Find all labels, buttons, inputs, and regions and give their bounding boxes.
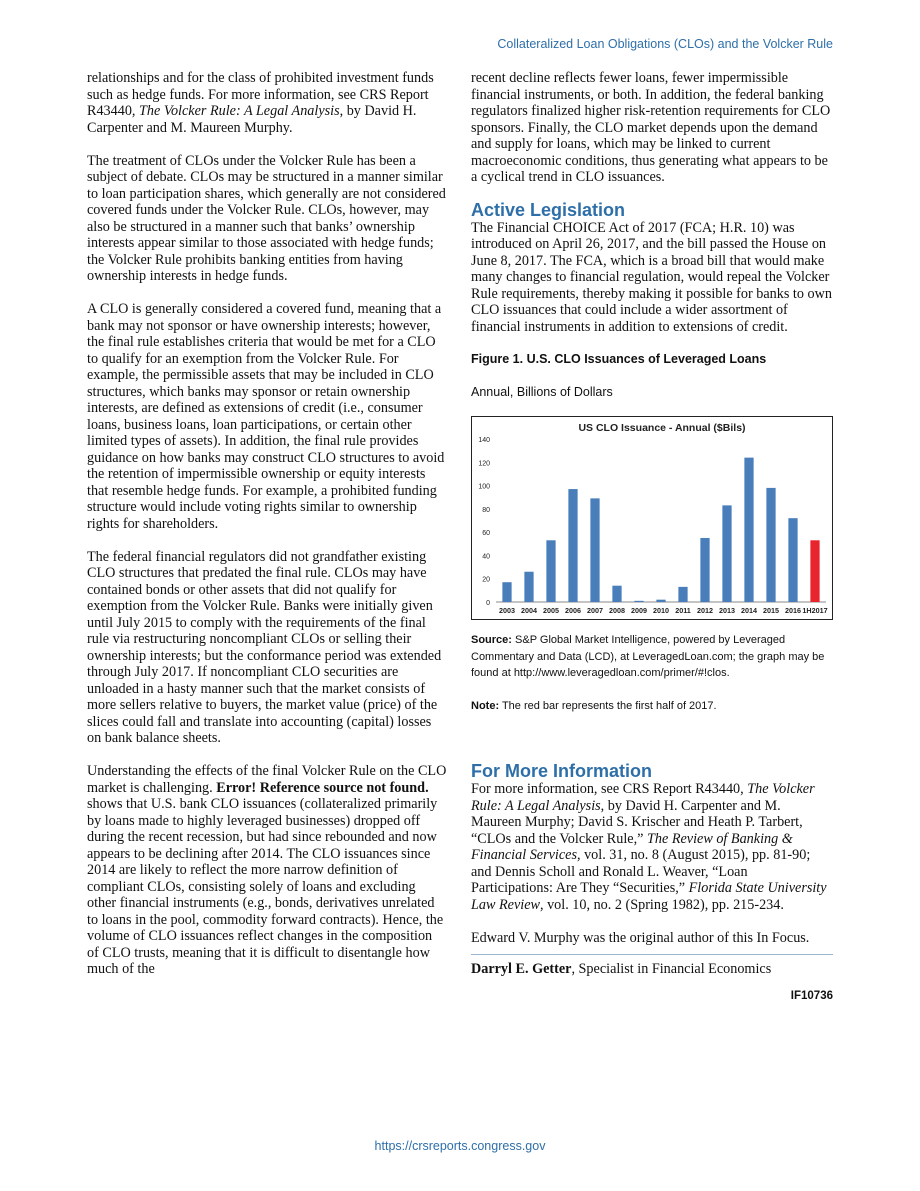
paragraph: The treatment of CLOs under the Volcker Rule has been a subject of debate. CLOs may be structured in a manner similar to loan participation shares, which generally are not considered covered funds under the Volcker Rule. CLOs, however, may also be structured in a manner such that banks’ ownership interests appear similar to those associated with hedge funds; the Volcker Rule prohibits banking entities from having ownership interests in hedge funds. bbox=[87, 152, 446, 284]
x-tick-label: 2005 bbox=[543, 606, 559, 615]
x-tick-label: 2004 bbox=[521, 606, 537, 615]
figure-subtitle: Annual, Billions of Dollars bbox=[471, 384, 613, 399]
x-tick-label: 2007 bbox=[587, 606, 603, 615]
bar-2013 bbox=[722, 505, 731, 602]
y-tick-label: 20 bbox=[482, 576, 490, 584]
bar-2012 bbox=[700, 538, 709, 602]
running-header: Collateralized Loan Obligations (CLOs) and the Volcker Rule bbox=[497, 37, 833, 51]
footer-link[interactable]: https://crsreports.congress.gov bbox=[374, 1139, 546, 1153]
paragraph: For more information, see CRS Report R43440, The Volcker Rule: A Legal Analysis, by David H. Carpenter and M. Maureen Murphy; David S. Krischer and Heath P. Tarbert, “CLOs and the Volcker Rule,” The Review of Banking & Financial Services, vol. 31, no. 8 (August 2015), pp. 81-90; and Dennis Scholl and Ronald L. Weaver, “Loan Participations: Are They “Securities,” Florida State University Law Review, vol. 10, no. 2 (Spring 1982), pp. 215-234. bbox=[471, 781, 827, 913]
x-tick-label: 2009 bbox=[631, 606, 647, 615]
figure-source: Source: S&P Global Market Intelligence, powered by Leveraged Commentary and Data (LCD), at LeveragedLoan.com; the graph may be found at http://www.leveragedloan.com/primer/#!clos. bbox=[471, 634, 825, 679]
figure-title: Figure 1. U.S. CLO Issuances of Leveraged Loans bbox=[471, 352, 767, 366]
paragraph: Understanding the effects of the final Volcker Rule on the CLO market is challenging. Error! Reference source not found. shows that U.S. bank CLO issuances (collateralized primarily by loans made to highly leveraged businesses) dropped off during the recent recession, but had since rebounded and now appears to be declining after 2014. The CLO issuances since 2014 are likely to reflect the more narrow definition of compliant CLOs, consisting solely of loans and excluding other financial instruments (e.g., bonds, derivatives unrelated to loans in the pool, commodity forward contracts). Hence, the volume of CLO issuances reflect changes in the composition of CLO trusts, meaning that it is difficult to disentangle how much of the bbox=[87, 763, 447, 977]
section-heading-more-info: For More Information bbox=[471, 761, 652, 781]
x-tick-label: 2013 bbox=[719, 606, 735, 615]
bar-2009 bbox=[634, 601, 643, 602]
x-tick-label: 2011 bbox=[675, 606, 691, 615]
y-tick-label: 40 bbox=[482, 553, 490, 561]
bar-2015 bbox=[766, 488, 775, 602]
x-tick-label: 2014 bbox=[741, 606, 757, 615]
right-column bbox=[471, 70, 833, 1004]
x-tick-label: 2016 bbox=[785, 606, 801, 615]
y-tick-label: 100 bbox=[478, 483, 490, 491]
broken-reference: Error! Reference source not found. bbox=[216, 779, 429, 796]
y-tick-label: 0 bbox=[486, 600, 490, 607]
bar-chart bbox=[472, 417, 832, 619]
chart-title: US CLO Issuance - Annual ($Bils) bbox=[578, 422, 746, 434]
bar-2007 bbox=[590, 498, 599, 602]
y-tick-label: 80 bbox=[482, 506, 490, 514]
bar-2016 bbox=[788, 518, 797, 602]
bar-2004 bbox=[524, 572, 533, 602]
bar-2008 bbox=[612, 586, 621, 602]
x-tick-label: 2010 bbox=[653, 606, 669, 615]
paragraph: The federal financial regulators did not grandfather existing CLO structures that predated the final rule. CLOs may have contained bonds or other assets that did not qualify for exemption from the Volcker Rule. Banks were initially given until July 2015 to comply with the requirements of the final rule via restructuring noncompliant CLOs or selling their ownership interests; but the conformance period was extended through July 2017. If noncompliant CLO securities are unloaded in a hasty manner such that the market consists of more sellers relative to buyers, the market value (price) of the slices could fall and translate into accounting (capital) losses on bank balance sheets. bbox=[87, 548, 442, 746]
section-heading-legislation: Active Legislation bbox=[471, 199, 626, 220]
bar-2005 bbox=[546, 540, 555, 602]
paragraph: The Financial CHOICE Act of 2017 (FCA; H.R. 10) was introduced on April 26, 2017, and the bill passed the House on June 8, 2017. The FCA, which is a broad bill that would make many changes to financial regulation, would repeal the Volcker Rule requirements, thereby making it possible for banks to own CLO issuances that could include a wider assortment of financial instruments in addition to extensions of credit. bbox=[471, 219, 832, 335]
x-tick-label: 2015 bbox=[763, 606, 779, 615]
figure bbox=[471, 351, 833, 715]
bar-2011 bbox=[678, 587, 687, 602]
y-tick-label: 60 bbox=[482, 530, 490, 538]
x-tick-label: 2012 bbox=[697, 606, 713, 615]
bar-2010 bbox=[656, 600, 665, 602]
x-tick-label: 2003 bbox=[499, 606, 515, 615]
document-id: IF10736 bbox=[790, 989, 833, 1002]
paragraph: recent decline reflects fewer loans, fewer impermissible financial instruments, or both. In addition, the federal banking regulators finalized higher risk-retention requirements for CLO sponsors. Finally, the CLO market depends upon the demand and supply for loans, which may be linked to current macroeconomic conditions, thus generating what appears to be a cyclical trend in CLO issuances. bbox=[471, 70, 831, 185]
divider bbox=[471, 954, 833, 955]
figure-note: Note: The red bar represents the first half of 2017. bbox=[471, 700, 717, 712]
paragraph: relationships and for the class of prohibited investment funds such as hedge funds. For more information, see CRS Report R43440, The Volcker Rule: A Legal Analysis, by David H. Carpenter and M. Maureen Murphy. bbox=[87, 70, 434, 136]
bar-1H2017 bbox=[810, 540, 819, 602]
bar-2003 bbox=[502, 582, 511, 602]
bar-2014 bbox=[744, 458, 753, 602]
x-tick-label: 2008 bbox=[609, 606, 625, 615]
paragraph: A CLO is generally considered a covered fund, meaning that a bank may not sponsor or have ownership interests; however, the final rule establishes criteria that would be met for a CLO to qualify for an exemption from the Volcker Rule. For example, the permissible assets that may be included in CLO structures, which banks may sponsor or retain ownership interests, are defined as extensions of credit (i.e., consumer loans, business loans, loan participations, or certain other limited types of assets). In addition, the final rule provides guidance on how banks may construct CLO structures to avoid the retention of impermissible ownership or equity interests that resemble hedge funds. For example, a prohibited funding structure would include voting rights similar to ownership rights for shareholders. bbox=[87, 301, 445, 532]
x-tick-label: 2006 bbox=[565, 606, 581, 615]
author-note: Edward V. Murphy was the original author of this In Focus. bbox=[471, 929, 810, 946]
author-line: Darryl E. Getter, Specialist in Financial Economics bbox=[471, 961, 772, 977]
chart-frame bbox=[471, 416, 833, 620]
bar-2006 bbox=[568, 489, 577, 602]
y-tick-label: 120 bbox=[478, 460, 490, 468]
y-tick-label: 140 bbox=[478, 437, 490, 444]
left-column bbox=[87, 70, 447, 978]
x-tick-label: 1H2017 bbox=[802, 606, 828, 615]
